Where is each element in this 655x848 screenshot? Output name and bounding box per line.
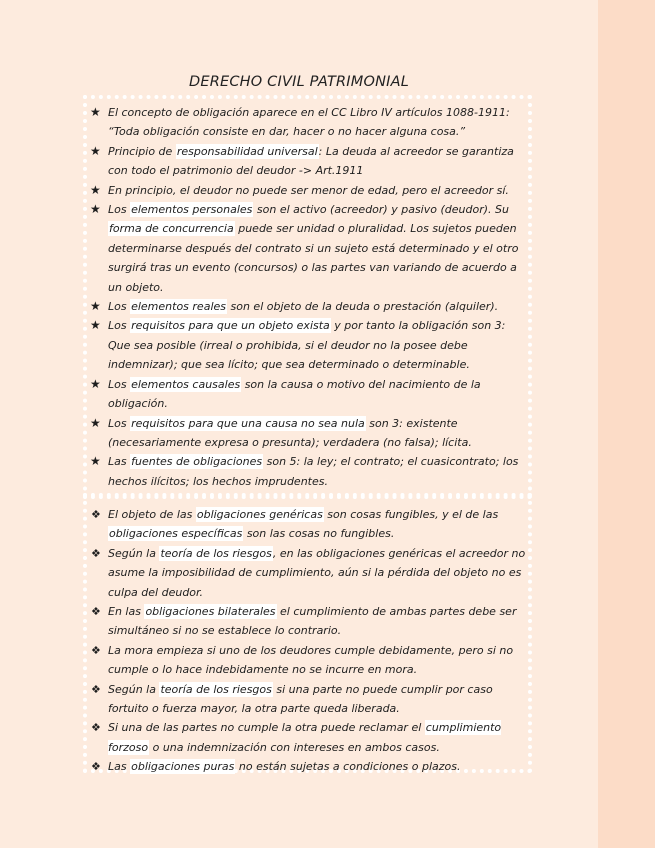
star-bullet-icon: ★ bbox=[90, 299, 101, 314]
list-item bbox=[86, 505, 526, 544]
item-text: Los bbox=[108, 416, 131, 430]
diamond-bullet-icon: ❖ bbox=[91, 605, 101, 619]
list-item bbox=[86, 297, 526, 316]
item-text: La mora empieza si uno de los deudores cumple debidamente, pero si no cumple o lo hace indebidamente no se incurre en mora. bbox=[108, 643, 514, 677]
highlighted-term: fuentes de obligaciones bbox=[131, 455, 263, 469]
list-item bbox=[86, 718, 526, 757]
item-text: el cumplimiento de ambas partes debe ser simultáneo si no se establece lo contrario. bbox=[108, 605, 517, 638]
diamond-bullet-icon: ❖ bbox=[91, 508, 101, 521]
star-bullet-icon: ★ bbox=[90, 454, 101, 469]
item-text: son 3: existente (necesariamente expresa o presunta); verdadera (no falsa); lícita. bbox=[108, 416, 472, 449]
item-text: son el objeto de la deuda o prestación (alquiler). bbox=[227, 300, 499, 314]
item-text: Las bbox=[108, 455, 131, 469]
item-text: Los bbox=[108, 300, 131, 314]
highlighted-term: responsabilidad universal bbox=[176, 144, 318, 158]
list-item bbox=[86, 544, 526, 602]
highlighted-term: obligaciones específicas bbox=[109, 527, 243, 541]
list-item bbox=[86, 414, 526, 453]
item-text: En las bbox=[108, 605, 145, 619]
diamond-bullet-icon: ❖ bbox=[91, 546, 101, 560]
star-bullet-icon: ★ bbox=[90, 143, 101, 158]
star-bullet-icon: ★ bbox=[90, 202, 101, 217]
highlighted-term: elementos reales bbox=[131, 300, 226, 314]
list-item bbox=[86, 641, 526, 680]
diamond-bullet-icon: ❖ bbox=[91, 760, 101, 774]
list-item bbox=[86, 452, 526, 491]
item-text: Según la bbox=[108, 682, 160, 696]
highlighted-term: teoría de los riesgos bbox=[160, 546, 272, 560]
highlighted-term: obligaciones genéricas bbox=[196, 508, 323, 521]
star-bullet-icon: ★ bbox=[90, 182, 101, 197]
highlighted-term: forma de concurrencia bbox=[109, 222, 234, 236]
item-text: y por tanto la obligación son 3: Que sea posible (irreal o prohibida, si el deudor no la posee debe indemnizar); que sea lícito; que sea determinado o determinable. bbox=[108, 319, 506, 372]
highlighted-term: obligaciones bilaterales bbox=[145, 605, 276, 619]
item-text: son las cosas no fungibles. bbox=[243, 527, 395, 541]
item-text: o una indemnización con intereses en ambos casos. bbox=[149, 740, 440, 754]
list-item bbox=[86, 757, 526, 776]
bullet-list-diamond bbox=[86, 505, 526, 777]
list-item bbox=[86, 680, 526, 719]
item-text: El objeto de las bbox=[108, 508, 196, 521]
item-text: El concepto de obligación aparece en el CC Libro IV artículos 1088-1911: “Toda obligación consiste en dar, hacer o no hacer alguna cosa.” bbox=[108, 106, 510, 139]
page-title: DERECHO CIVIL PATRIMONIAL bbox=[188, 74, 410, 90]
highlighted-term: requisitos para que un objeto exista bbox=[131, 319, 330, 333]
item-text: son el activo (acreedor) y pasivo (deudor). Su bbox=[253, 203, 509, 217]
highlighted-term: teoría de los riesgos bbox=[160, 682, 272, 696]
item-text: En principio, el deudor no puede ser menor de edad, pero el acreedor sí. bbox=[108, 183, 509, 197]
star-bullet-icon: ★ bbox=[90, 318, 101, 333]
list-item bbox=[86, 103, 526, 142]
list-item bbox=[86, 142, 526, 181]
item-text: puede ser unidad o pluralidad. Los sujetos pueden determinarse después del contrato si un sujeto está determinado y el otro surgirá tras un evento (concursos) o las partes van variando de acuerdo a un objeto. bbox=[108, 222, 519, 294]
list-item bbox=[86, 602, 526, 641]
item-text: , en las obligaciones genéricas el acreedor no asume la imposibilidad de cumplimiento, aún si la pérdida del objeto no es culpa del deudor. bbox=[108, 546, 526, 599]
star-bullet-icon: ★ bbox=[90, 105, 101, 119]
item-text: : La deuda al acreedor se garantiza con todo el patrimonio del deudor -> Art.1911 bbox=[108, 144, 514, 178]
star-bullet-icon: ★ bbox=[90, 376, 101, 391]
star-bullet-icon: ★ bbox=[90, 415, 101, 430]
item-text: Las bbox=[108, 760, 131, 774]
list-item bbox=[86, 200, 526, 297]
diamond-bullet-icon: ❖ bbox=[91, 643, 101, 657]
item-text: Los bbox=[108, 377, 131, 391]
item-text: Los bbox=[108, 319, 131, 333]
item-text: Principio de bbox=[108, 144, 176, 158]
list-item bbox=[86, 181, 526, 200]
highlighted-term: elementos personales bbox=[131, 203, 253, 217]
item-text: son 5: la ley; el contrato; el cuasicontrato; los hechos ilícitos; los hechos imprudentes. bbox=[108, 455, 519, 488]
bullet-list-star bbox=[86, 103, 526, 491]
diamond-bullet-icon: ❖ bbox=[91, 721, 101, 735]
item-text: son la causa o motivo del nacimiento de la obligación. bbox=[108, 377, 481, 411]
highlighted-term: obligaciones puras bbox=[131, 760, 235, 774]
item-text: Según la bbox=[108, 546, 160, 560]
highlighted-term: requisitos para que una causa no sea nula bbox=[131, 416, 365, 430]
list-item bbox=[86, 375, 526, 414]
item-text: no están sujetas a condiciones o plazos. bbox=[235, 760, 461, 774]
list-item bbox=[86, 316, 526, 374]
item-text: Si una de las partes no cumple la otra puede reclamar el bbox=[108, 721, 425, 735]
highlighted-term: cumplimiento forzoso bbox=[108, 721, 502, 754]
item-text: Los bbox=[108, 203, 131, 217]
item-text: son cosas fungibles, y el de las bbox=[323, 508, 499, 521]
highlighted-term: elementos causales bbox=[131, 377, 241, 391]
item-text: si una parte no puede cumplir por caso fortuito o fuerza mayor, la otra parte queda liberada. bbox=[108, 682, 493, 716]
diamond-bullet-icon: ❖ bbox=[91, 682, 101, 696]
